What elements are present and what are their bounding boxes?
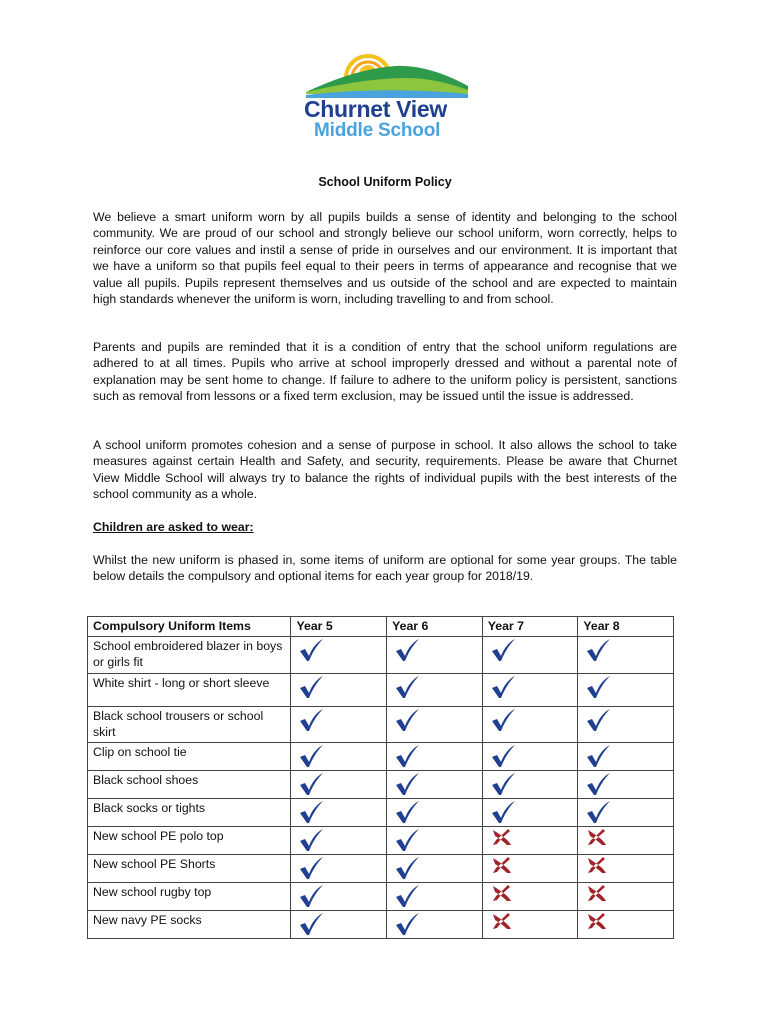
logo-school-name: Churnet View <box>304 96 447 122</box>
uniform-item: School embroidered blazer in boys or girls fit <box>88 637 291 673</box>
table-row <box>88 637 674 673</box>
uniform-item: Black socks or tights <box>88 799 291 827</box>
header-year-8: Year 8 <box>578 617 674 637</box>
uniform-item: New navy PE socks <box>88 911 291 939</box>
uniform-item: Clip on school tie <box>88 743 291 771</box>
cross-icon <box>482 883 578 911</box>
header-year-6: Year 6 <box>387 617 483 637</box>
check-icon <box>291 799 387 827</box>
table-row <box>88 799 674 827</box>
table-row <box>88 911 674 939</box>
page-title: School Uniform Policy <box>318 175 452 189</box>
cross-icon <box>578 911 674 939</box>
check-icon <box>482 743 578 771</box>
uniform-table <box>87 616 674 939</box>
check-icon <box>387 743 483 771</box>
check-icon <box>291 771 387 799</box>
check-icon <box>291 673 387 706</box>
check-icon <box>387 911 483 939</box>
school-logo <box>296 48 476 148</box>
table-intro-paragraph: Whilst the new uniform is phased in, some items of uniform are optional for some year groups. The table below details the compulsory and optional items for each year group for 2018/19. <box>93 553 677 584</box>
check-icon <box>578 637 674 673</box>
section-heading: Children are asked to wear: <box>93 520 254 534</box>
cross-icon <box>578 827 674 855</box>
table-row <box>88 743 674 771</box>
check-icon <box>578 771 674 799</box>
check-icon <box>482 637 578 673</box>
conditions-paragraph: Parents and pupils are reminded that it is a condition of entry that the school uniform regulations are adhered to at all times. Pupils who arrive at school improperly dressed and without a parental note of explanation may be sent home to change. If failure to adhere to the uniform policy is persistent, sanctions such as removal from lessons or a fixed term exclusion, may be issued until the issue is addressed. <box>93 340 677 404</box>
table-row <box>88 883 674 911</box>
check-icon <box>387 883 483 911</box>
intro-paragraph: We believe a smart uniform worn by all pupils builds a sense of identity and belonging to the school community. We are proud of our school and strongly believe our school uniform, worn correctly, helps to reinforce our core values and instil a sense of pride in ourselves and our environment. It is important that we have a uniform so that pupils feel equal to their peers in terms of appearance and recognise that we value all pupils. Pupils represent themselves and us outside of the school and are expected to maintain high standards whenever the uniform is worn, including travelling to and from school. <box>93 210 677 307</box>
check-icon <box>482 706 578 742</box>
cross-icon <box>482 827 578 855</box>
table-row <box>88 855 674 883</box>
check-icon <box>578 706 674 742</box>
logo-emblem-icon <box>296 48 476 100</box>
logo-school-type: Middle School <box>314 120 441 141</box>
check-icon <box>291 855 387 883</box>
check-icon <box>578 743 674 771</box>
check-icon <box>387 827 483 855</box>
cohesion-paragraph: A school uniform promotes cohesion and a sense of purpose in school. It also allows the school to take measures against certain Health and Safety, and security, requirements. Please be aware that Churnet View Middle School will always try to balance the rights of individual pupils with the best interests of the school community as a whole. <box>93 438 677 502</box>
header-year-5: Year 5 <box>291 617 387 637</box>
check-icon <box>578 673 674 706</box>
check-icon <box>482 771 578 799</box>
check-icon <box>291 827 387 855</box>
uniform-item: New school PE polo top <box>88 827 291 855</box>
check-icon <box>291 706 387 742</box>
check-icon <box>291 743 387 771</box>
header-items: Compulsory Uniform Items <box>88 617 291 637</box>
table-row <box>88 771 674 799</box>
table-row <box>88 827 674 855</box>
check-icon <box>387 637 483 673</box>
check-icon <box>291 637 387 673</box>
check-icon <box>578 799 674 827</box>
uniform-item: Black school shoes <box>88 771 291 799</box>
check-icon <box>482 799 578 827</box>
check-icon <box>291 883 387 911</box>
table-row <box>88 673 674 706</box>
table-header-row <box>88 617 674 637</box>
check-icon <box>387 771 483 799</box>
check-icon <box>387 673 483 706</box>
cross-icon <box>578 855 674 883</box>
cross-icon <box>482 911 578 939</box>
check-icon <box>387 799 483 827</box>
uniform-item: New school rugby top <box>88 883 291 911</box>
check-icon <box>387 706 483 742</box>
check-icon <box>291 911 387 939</box>
check-icon <box>482 673 578 706</box>
check-icon <box>387 855 483 883</box>
cross-icon <box>482 855 578 883</box>
header-year-7: Year 7 <box>482 617 578 637</box>
uniform-item: White shirt - long or short sleeve <box>88 673 291 706</box>
uniform-item: New school PE Shorts <box>88 855 291 883</box>
cross-icon <box>578 883 674 911</box>
table-row <box>88 706 674 742</box>
uniform-item: Black school trousers or school skirt <box>88 706 291 742</box>
